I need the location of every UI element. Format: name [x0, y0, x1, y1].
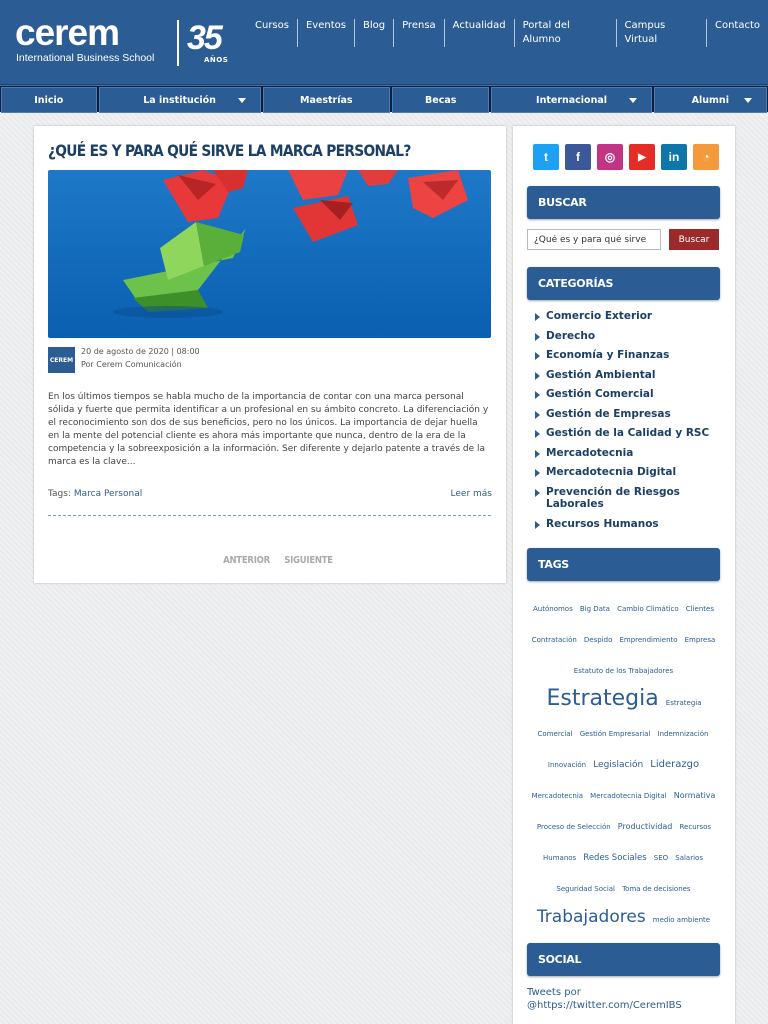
anniversary-label: AÑOS — [204, 56, 229, 64]
prev-page-button[interactable]: ANTERIOR — [223, 555, 270, 566]
site-header — [0, 0, 768, 85]
tag-cloud-item[interactable]: SEO — [653, 854, 669, 862]
cerem-logo[interactable] — [15, 12, 237, 68]
nav-label: Internacional — [536, 94, 608, 106]
tag-cloud-item[interactable]: Redes Sociales — [583, 853, 647, 863]
category-item[interactable]: Comercio Exterior — [535, 310, 725, 323]
anniversary-badge — [187, 20, 235, 66]
category-item[interactable]: Derecho — [535, 330, 725, 343]
category-item[interactable]: Mercadotecnia Digital — [535, 466, 725, 479]
tag-cloud-item[interactable]: Normativa — [673, 791, 716, 800]
category-item[interactable]: Mercadotecnia — [535, 447, 725, 460]
tweets-label: Tweets por — [527, 987, 581, 998]
tag-cloud-item[interactable]: Estrategia — [546, 686, 659, 711]
search-widget-title: BUSCAR — [527, 186, 720, 219]
category-item[interactable]: Gestión Comercial — [535, 388, 725, 401]
caret-down-icon — [629, 98, 637, 103]
tag-cloud-item[interactable]: Mercadotecnia Digital — [590, 792, 667, 800]
nav-item-becas[interactable] — [392, 87, 489, 113]
next-page-button[interactable]: SIGUIENTE — [284, 555, 333, 566]
author-avatar: CEREM — [48, 347, 75, 373]
tags-widget-title: TAGS — [527, 548, 720, 581]
paper-boats-image — [48, 170, 491, 338]
logo-subtitle: International Business School — [16, 52, 155, 64]
caret-down-icon — [238, 98, 246, 103]
top-link-contacto[interactable]: Contacto — [706, 19, 768, 47]
tag-cloud-item[interactable]: Gestión Empresarial — [579, 730, 651, 738]
blog-post-card — [34, 126, 506, 583]
nav-item-inicio[interactable] — [1, 87, 97, 113]
tag-cloud-item[interactable]: Recursos Humanos — [543, 823, 712, 862]
twitter-feed[interactable] — [527, 986, 682, 1012]
tag-cloud-item[interactable]: Empresa — [684, 636, 716, 644]
top-link-actualidad[interactable]: Actualidad — [444, 19, 514, 47]
social-icons — [533, 144, 719, 170]
top-link-cursos[interactable]: Cursos — [255, 20, 289, 31]
tag-cloud-item[interactable]: Emprendimiento — [619, 636, 678, 644]
nav-label: Becas — [425, 94, 457, 106]
tweets-handle[interactable]: @https://twitter.com/CeremIBS — [527, 1000, 682, 1011]
main-nav — [0, 85, 768, 112]
category-list — [535, 310, 725, 537]
post-title[interactable]: ¿QUÉ ES Y PARA QUÉ SIRVE LA MARCA PERSONAL? — [48, 141, 411, 160]
tag-cloud-item[interactable]: Clientes — [685, 605, 714, 613]
tag-link[interactable]: Marca Personal — [73, 489, 143, 499]
tag-cloud-item[interactable]: Mercadotecnia — [531, 792, 584, 800]
nav-item-institucion[interactable] — [99, 87, 261, 113]
tag-cloud-item[interactable]: Legislación — [593, 760, 644, 770]
rss-icon[interactable]: ◔ — [693, 144, 719, 170]
twitter-icon[interactable]: t — [533, 144, 559, 170]
tag-cloud-item[interactable]: Innovación — [547, 761, 587, 769]
top-links — [247, 19, 768, 47]
tag-cloud-item[interactable]: Estatuto de los Trabajadores — [573, 667, 674, 675]
instagram-icon[interactable]: ◎ — [597, 144, 623, 170]
tag-cloud-item[interactable]: Proceso de Selección — [536, 823, 611, 831]
search-button[interactable]: Buscar — [669, 229, 719, 250]
logo-divider — [177, 20, 179, 66]
tag-cloud-item[interactable]: Autónomos — [533, 605, 573, 613]
post-excerpt: En los últimos tiempos se habla mucho de la importancia de contar con una marca personal sólida y fuerte que permita identificar a un profesional en su ámbito concreto. La diferenciación y el reconocimiento son dos de sus beneficios, pero no los únicos. La importancia de dejar huella en la mente del potencial cliente es ahora más importante que nunca, dentro de la era de la competencia y la sobreexposición a la información. Ser diferente y dejarlo patente a través de la marca es la clave... — [48, 392, 489, 467]
tag-cloud-item[interactable]: Despido — [583, 636, 613, 644]
nav-item-alumni[interactable] — [654, 87, 767, 113]
sidebar — [513, 126, 735, 1024]
top-link-prensa[interactable]: Prensa — [393, 19, 444, 47]
top-link-campus-virtual[interactable]: Campus Virtual — [616, 19, 706, 47]
tag-cloud-item[interactable]: Indemnización — [657, 730, 709, 738]
facebook-icon[interactable]: f — [565, 144, 591, 170]
tag-cloud-item[interactable]: Trabajadores — [536, 907, 646, 927]
nav-label: Inicio — [34, 94, 64, 106]
tag-cloud-item[interactable]: Liderazgo — [650, 759, 700, 770]
read-more-link[interactable]: Leer más — [450, 489, 492, 499]
tag-cloud-item[interactable]: Toma de decisiones — [622, 885, 691, 893]
caret-down-icon — [744, 98, 752, 103]
category-item[interactable]: Gestión de Empresas — [535, 408, 725, 421]
search-input[interactable] — [527, 229, 661, 250]
post-author[interactable]: Por Cerem Comunicación — [81, 360, 182, 369]
youtube-icon[interactable]: ▶ — [629, 144, 655, 170]
tag-cloud-item[interactable]: Salarios — [675, 854, 703, 862]
nav-label: Maestrías — [300, 94, 353, 106]
category-item[interactable]: Economía y Finanzas — [535, 349, 725, 362]
category-item[interactable]: Recursos Humanos — [535, 518, 725, 531]
tag-cloud-item[interactable]: Seguridad Social — [556, 885, 615, 893]
social-widget-title: SOCIAL — [527, 943, 720, 976]
tag-cloud-item[interactable]: Productividad — [617, 822, 673, 831]
linkedin-icon[interactable]: in — [661, 144, 687, 170]
category-item[interactable]: Gestión de la Calidad y RSC — [535, 427, 725, 440]
nav-label: Alumni — [691, 94, 729, 106]
post-hero-image[interactable] — [48, 170, 491, 338]
tag-cloud-item[interactable]: Big Data — [579, 605, 610, 613]
post-tags — [48, 489, 142, 499]
tag-cloud — [527, 592, 720, 965]
logo-wordmark: cerem — [15, 12, 120, 53]
top-link-blog[interactable]: Blog — [354, 19, 393, 47]
anniversary-number: 35 — [187, 19, 221, 57]
nav-label: La institución — [143, 94, 216, 106]
tag-cloud-item[interactable]: Estrategia Comercial — [537, 699, 702, 738]
top-link-portal-alumno[interactable]: Portal del Alumno — [514, 19, 616, 47]
post-date: 20 de agosto de 2020 | 08:00 — [81, 347, 200, 356]
nav-item-maestrias[interactable] — [263, 87, 390, 113]
nav-item-internacional[interactable] — [491, 87, 651, 113]
pagination — [219, 555, 337, 566]
tag-cloud-item[interactable]: Cambio Climático — [617, 605, 679, 613]
category-item[interactable]: Prevención de Riesgos Laborales — [535, 486, 725, 511]
tags-label: Tags: — [48, 489, 71, 499]
top-link-eventos[interactable]: Eventos — [297, 19, 354, 47]
tag-cloud-item[interactable]: medio ambiente — [652, 916, 711, 924]
dashed-divider — [48, 515, 491, 516]
categories-widget-title: CATEGORÍAS — [527, 267, 720, 300]
category-item[interactable]: Gestión Ambiental — [535, 369, 725, 382]
tag-cloud-item[interactable]: Contratación — [531, 636, 577, 644]
